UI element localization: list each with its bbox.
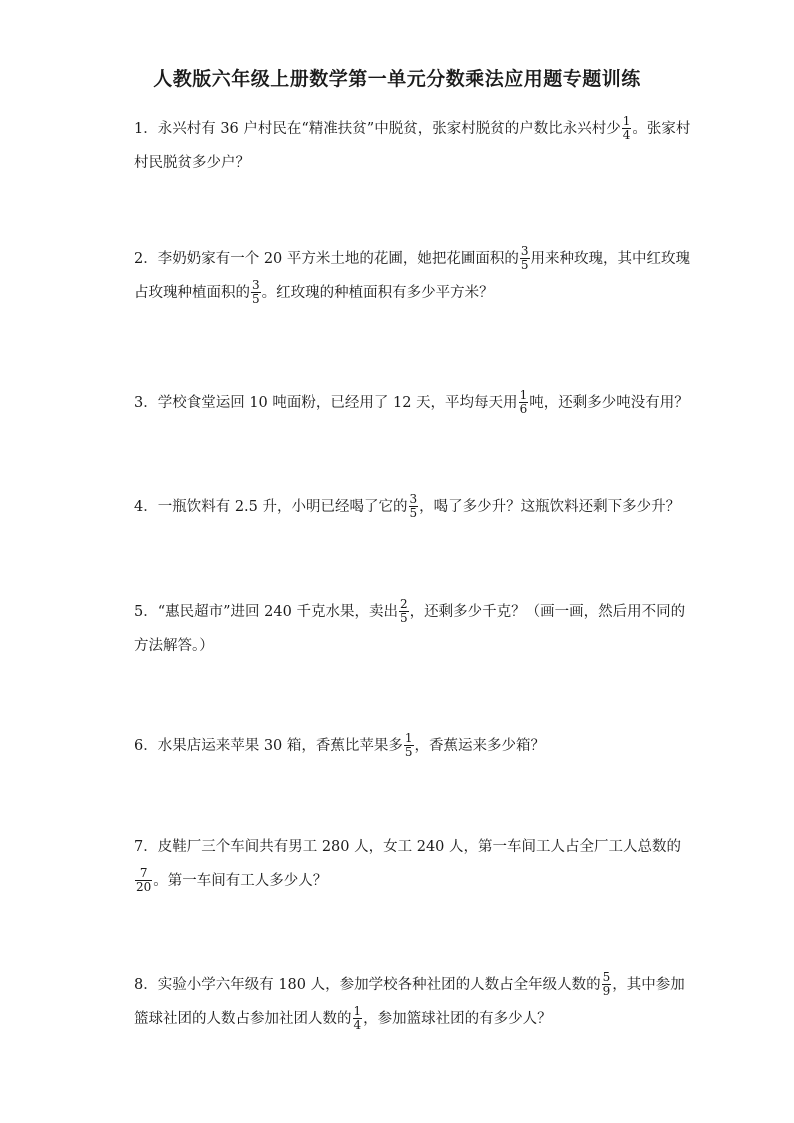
fraction-denominator: 5 <box>252 291 260 306</box>
question-text: ，香蕉运来多少箱？ <box>414 738 546 754</box>
question-line <box>134 276 664 310</box>
question-4 <box>134 490 681 524</box>
fraction <box>622 115 632 142</box>
question-text: 用来种玫瑰，其中红玫瑰 <box>530 251 691 267</box>
question-line <box>134 729 664 763</box>
question-line <box>134 242 691 276</box>
question-line <box>134 830 682 864</box>
fraction <box>404 732 414 759</box>
question-line <box>134 490 681 524</box>
question-text: ，喝了多少升？这瓶饮料还剩下多少升？ <box>419 499 681 515</box>
fraction <box>409 493 419 520</box>
question-text: 村民脱贫多少户？ <box>134 155 250 171</box>
question-line <box>134 112 691 146</box>
question-text: 2．李奶奶家有一个 20 平方米土地的花圃，她把花圃面积的 <box>134 251 519 267</box>
fraction-numerator: 3 <box>520 243 529 258</box>
question-text: ，还剩多少千克？（画一画，然后用不同的 <box>409 604 686 620</box>
fraction-denominator: 20 <box>136 879 152 894</box>
question-text: 5．“惠民超市”进回 240 千克水果，卖出 <box>134 604 398 620</box>
fraction <box>520 245 530 272</box>
fraction-denominator: 5 <box>409 505 418 520</box>
fraction-denominator: 9 <box>602 983 611 998</box>
question-2 <box>134 242 691 310</box>
question-text: 。第一车间有工人多少人？ <box>153 873 328 889</box>
fraction-numerator: 7 <box>135 867 152 881</box>
fraction <box>135 867 152 894</box>
question-text: 7．皮鞋厂三个车间共有男工 280 人，女工 240 人，第一车间工人占全厂工人总数的 <box>134 839 682 855</box>
fraction-denominator: 5 <box>404 744 413 759</box>
fraction <box>519 389 529 416</box>
fraction-numerator: 2 <box>399 596 408 611</box>
fraction <box>399 598 409 625</box>
fraction-numerator: 1 <box>622 113 631 128</box>
question-line <box>134 595 686 629</box>
question-text: 。张家村 <box>632 121 691 137</box>
fraction <box>251 279 261 306</box>
fraction-denominator: 5 <box>399 610 408 625</box>
question-line <box>134 1002 664 1036</box>
question-text: ，参加篮球社团的有多少人？ <box>363 1011 552 1027</box>
question-text: 4．一瓶饮料有 2.5 升，小明已经喝了它的 <box>134 499 408 515</box>
question-6 <box>134 729 664 763</box>
fraction-numerator: 5 <box>602 969 611 984</box>
question-text: ，其中参加 <box>612 977 685 993</box>
page-title: 人教版六年级上册数学第一单元分数乘法应用题专题训练 <box>153 68 641 90</box>
question-text: 。红玫瑰的种植面积有多少平方米？ <box>261 285 494 301</box>
question-text: 6．水果店运来苹果 30 箱，香蕉比苹果多 <box>134 738 403 754</box>
question-line <box>134 968 685 1002</box>
question-text: 占玫瑰种植面积的 <box>134 285 250 301</box>
fraction-numerator: 1 <box>353 1003 362 1018</box>
question-1 <box>134 112 691 180</box>
question-line <box>134 629 664 663</box>
fraction <box>353 1005 363 1032</box>
question-3 <box>134 386 689 420</box>
question-8 <box>134 968 685 1036</box>
fraction-denominator: 4 <box>622 127 631 142</box>
question-line <box>134 146 664 180</box>
question-text: 3．学校食堂运回 10 吨面粉，已经用了 12 天，平均每天用 <box>134 395 518 411</box>
fraction-denominator: 5 <box>520 257 529 272</box>
question-5 <box>134 595 686 663</box>
question-text: 吨，还剩多少吨没有用？ <box>529 395 689 411</box>
fraction-numerator: 1 <box>404 730 413 745</box>
fraction-numerator: 3 <box>409 491 418 506</box>
fraction-denominator: 4 <box>353 1017 362 1032</box>
question-7 <box>134 830 682 898</box>
question-text: 篮球社团的人数占参加社团人数的 <box>134 1011 352 1027</box>
question-text: 方法解答。） <box>134 638 214 654</box>
fraction-numerator: 1 <box>519 387 528 402</box>
question-line <box>134 386 689 420</box>
question-text: 1．永兴村有 36 户村民在“精准扶贫”中脱贫，张家村脱贫的户数比永兴村少 <box>134 121 621 137</box>
fraction-numerator: 3 <box>252 277 260 292</box>
question-text: 8．实验小学六年级有 180 人，参加学校各种社团的人数占全年级人数的 <box>134 977 601 993</box>
question-line <box>134 864 664 898</box>
fraction <box>602 971 612 998</box>
fraction-denominator: 6 <box>519 401 528 416</box>
